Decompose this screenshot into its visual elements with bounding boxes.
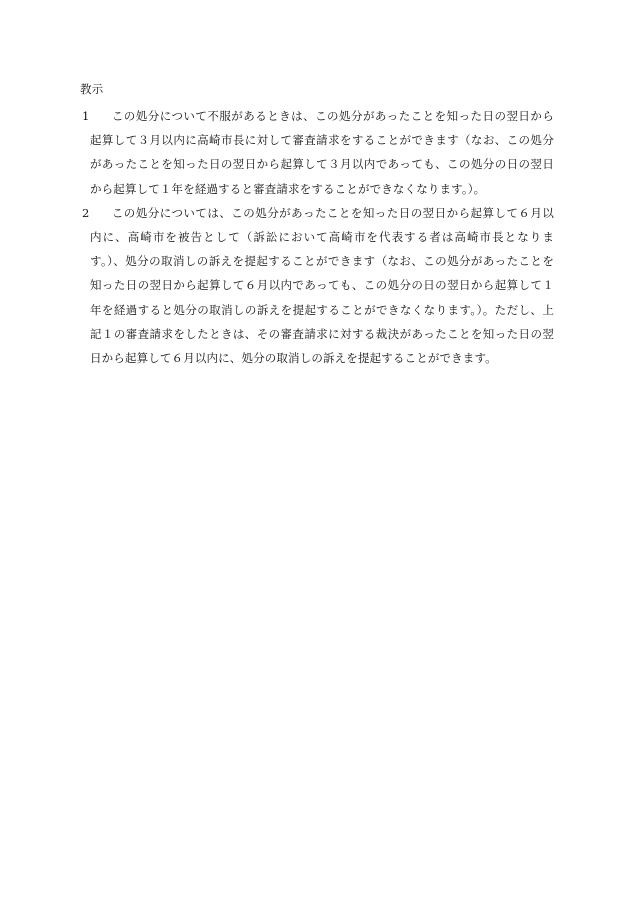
instruction-text: この処分について不服があるときは、この処分があったことを知った日の翌日から起算して３月以内に高崎市長に対して審査請求をすることができます（なお、この処分があったことを知った日の翌日から起算して３月以内であっても、この処分の日の翌日から起算して１年を経過すると審査請求をすることができなくなります。）。: [90, 109, 554, 196]
instruction-item-1: [80, 104, 554, 201]
instruction-text: この処分については、この処分があったことを知った日の翌日から起算して６月以内に、高崎市を被告として（訴訟において高崎市を代表する者は高崎市長となります。）、処分の取消しの訴えを提起することができます（なお、この処分があったことを知った日の翌日から起算して６月以内であっても、この処分の日の翌日から起算して１年を経過すると処分の取消しの訴えを提起することができなくなります。）。ただし、上記１の審査請求をしたときは、その審査請求に対する裁決があったことを知った日の翌日から起算して６月以内に、処分の取消しの訴えを提起することができます。: [90, 205, 554, 366]
instruction-item-2: [80, 201, 554, 370]
instruction-number: 2: [82, 205, 90, 220]
instruction-list: [80, 104, 554, 370]
instruction-number: 1: [82, 109, 90, 123]
document-heading: 教示: [80, 82, 104, 96]
